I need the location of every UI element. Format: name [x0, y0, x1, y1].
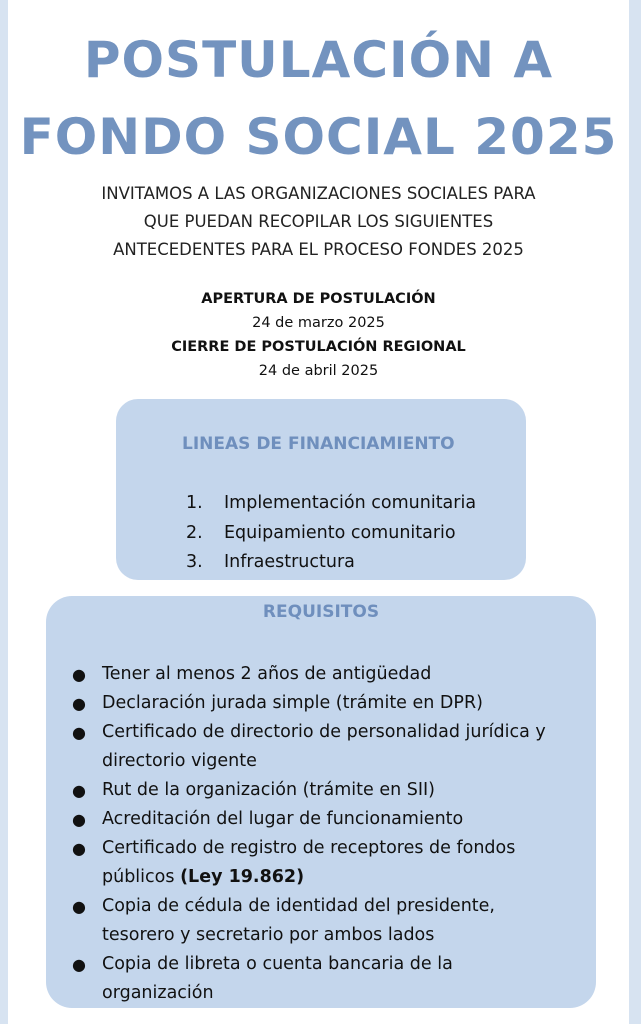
- item-line: Copia de cédula de identidad del presidente,: [102, 896, 495, 916]
- item-text: Equipamiento comunitario: [224, 522, 456, 543]
- bullet-icon: ●: [72, 839, 86, 858]
- item-line: públicos: [102, 867, 175, 887]
- list-item: [68, 660, 588, 689]
- list-item: [186, 548, 476, 578]
- requirements-heading: REQUISITOS: [262, 602, 380, 622]
- list-item: [68, 718, 588, 776]
- title-line-2: FONDO SOCIAL 2025: [19, 108, 618, 166]
- opening-date: 24 de marzo 2025: [252, 315, 385, 331]
- item-text: Infraestructura: [224, 552, 355, 572]
- requirements-list: [68, 660, 588, 1008]
- list-item: [186, 489, 476, 519]
- title-line-1: POSTULACIÓN A: [83, 31, 554, 89]
- financing-box: [116, 399, 526, 580]
- item-line: Certificado de directorio de personalidad jurídica y: [102, 722, 546, 742]
- bullet-icon: ●: [72, 665, 86, 684]
- bullet-icon: ●: [72, 897, 86, 916]
- dates-section: [8, 287, 629, 383]
- bullet-icon: ●: [72, 723, 86, 742]
- item-line: Rut de la organización (trámite en SII): [102, 780, 435, 800]
- intro-line: ANTECEDENTES PARA EL PROCESO FONDES 2025: [113, 240, 524, 259]
- opening-label: APERTURA DE POSTULACIÓN: [201, 291, 436, 307]
- closing-date: 24 de abril 2025: [258, 363, 379, 379]
- bullet-icon: ●: [72, 694, 86, 713]
- intro-line: INVITAMOS A LAS ORGANIZACIONES SOCIALES PARA: [101, 184, 536, 203]
- law-reference: (Ley 19.862): [180, 867, 305, 887]
- list-item: [68, 689, 588, 718]
- financing-heading: LINEAS DE FINANCIAMIENTO: [182, 434, 455, 454]
- item-line: Certificado de registro de receptores de fondos: [102, 838, 516, 858]
- item-number: 3.: [186, 552, 203, 572]
- list-item: [186, 519, 476, 549]
- financing-list: [186, 489, 476, 578]
- item-line: directorio vigente: [102, 751, 257, 771]
- item-number: 1.: [186, 493, 203, 513]
- list-item: [68, 834, 588, 892]
- item-line: Acreditación del lugar de funcionamiento: [102, 809, 464, 829]
- closing-label: CIERRE DE POSTULACIÓN REGIONAL: [171, 339, 466, 355]
- requirements-box: [46, 596, 596, 1008]
- item-line: Copia de libreta o cuenta bancaria de la: [102, 954, 453, 974]
- bullet-icon: ●: [72, 810, 86, 829]
- item-text: Implementación comunitaria: [224, 493, 477, 513]
- item-line: Tener al menos 2 años de antigüedad: [102, 664, 432, 684]
- intro-text: [28, 180, 609, 264]
- page-title: [8, 22, 629, 176]
- item-line: organización: [102, 983, 214, 1003]
- item-number: 2.: [186, 522, 203, 543]
- document-page: [8, 0, 629, 1024]
- item-line: Declaración jurada simple (trámite en DPR): [102, 693, 483, 713]
- list-item: [68, 776, 588, 805]
- bullet-icon: ●: [72, 955, 86, 974]
- item-line: tesorero y secretario por ambos lados: [102, 925, 435, 945]
- bullet-icon: ●: [72, 781, 86, 800]
- intro-line: QUE PUEDAN RECOPILAR LOS SIGUIENTES: [143, 212, 494, 231]
- list-item: [68, 892, 588, 950]
- list-item: [68, 805, 588, 834]
- list-item: [68, 950, 588, 1008]
